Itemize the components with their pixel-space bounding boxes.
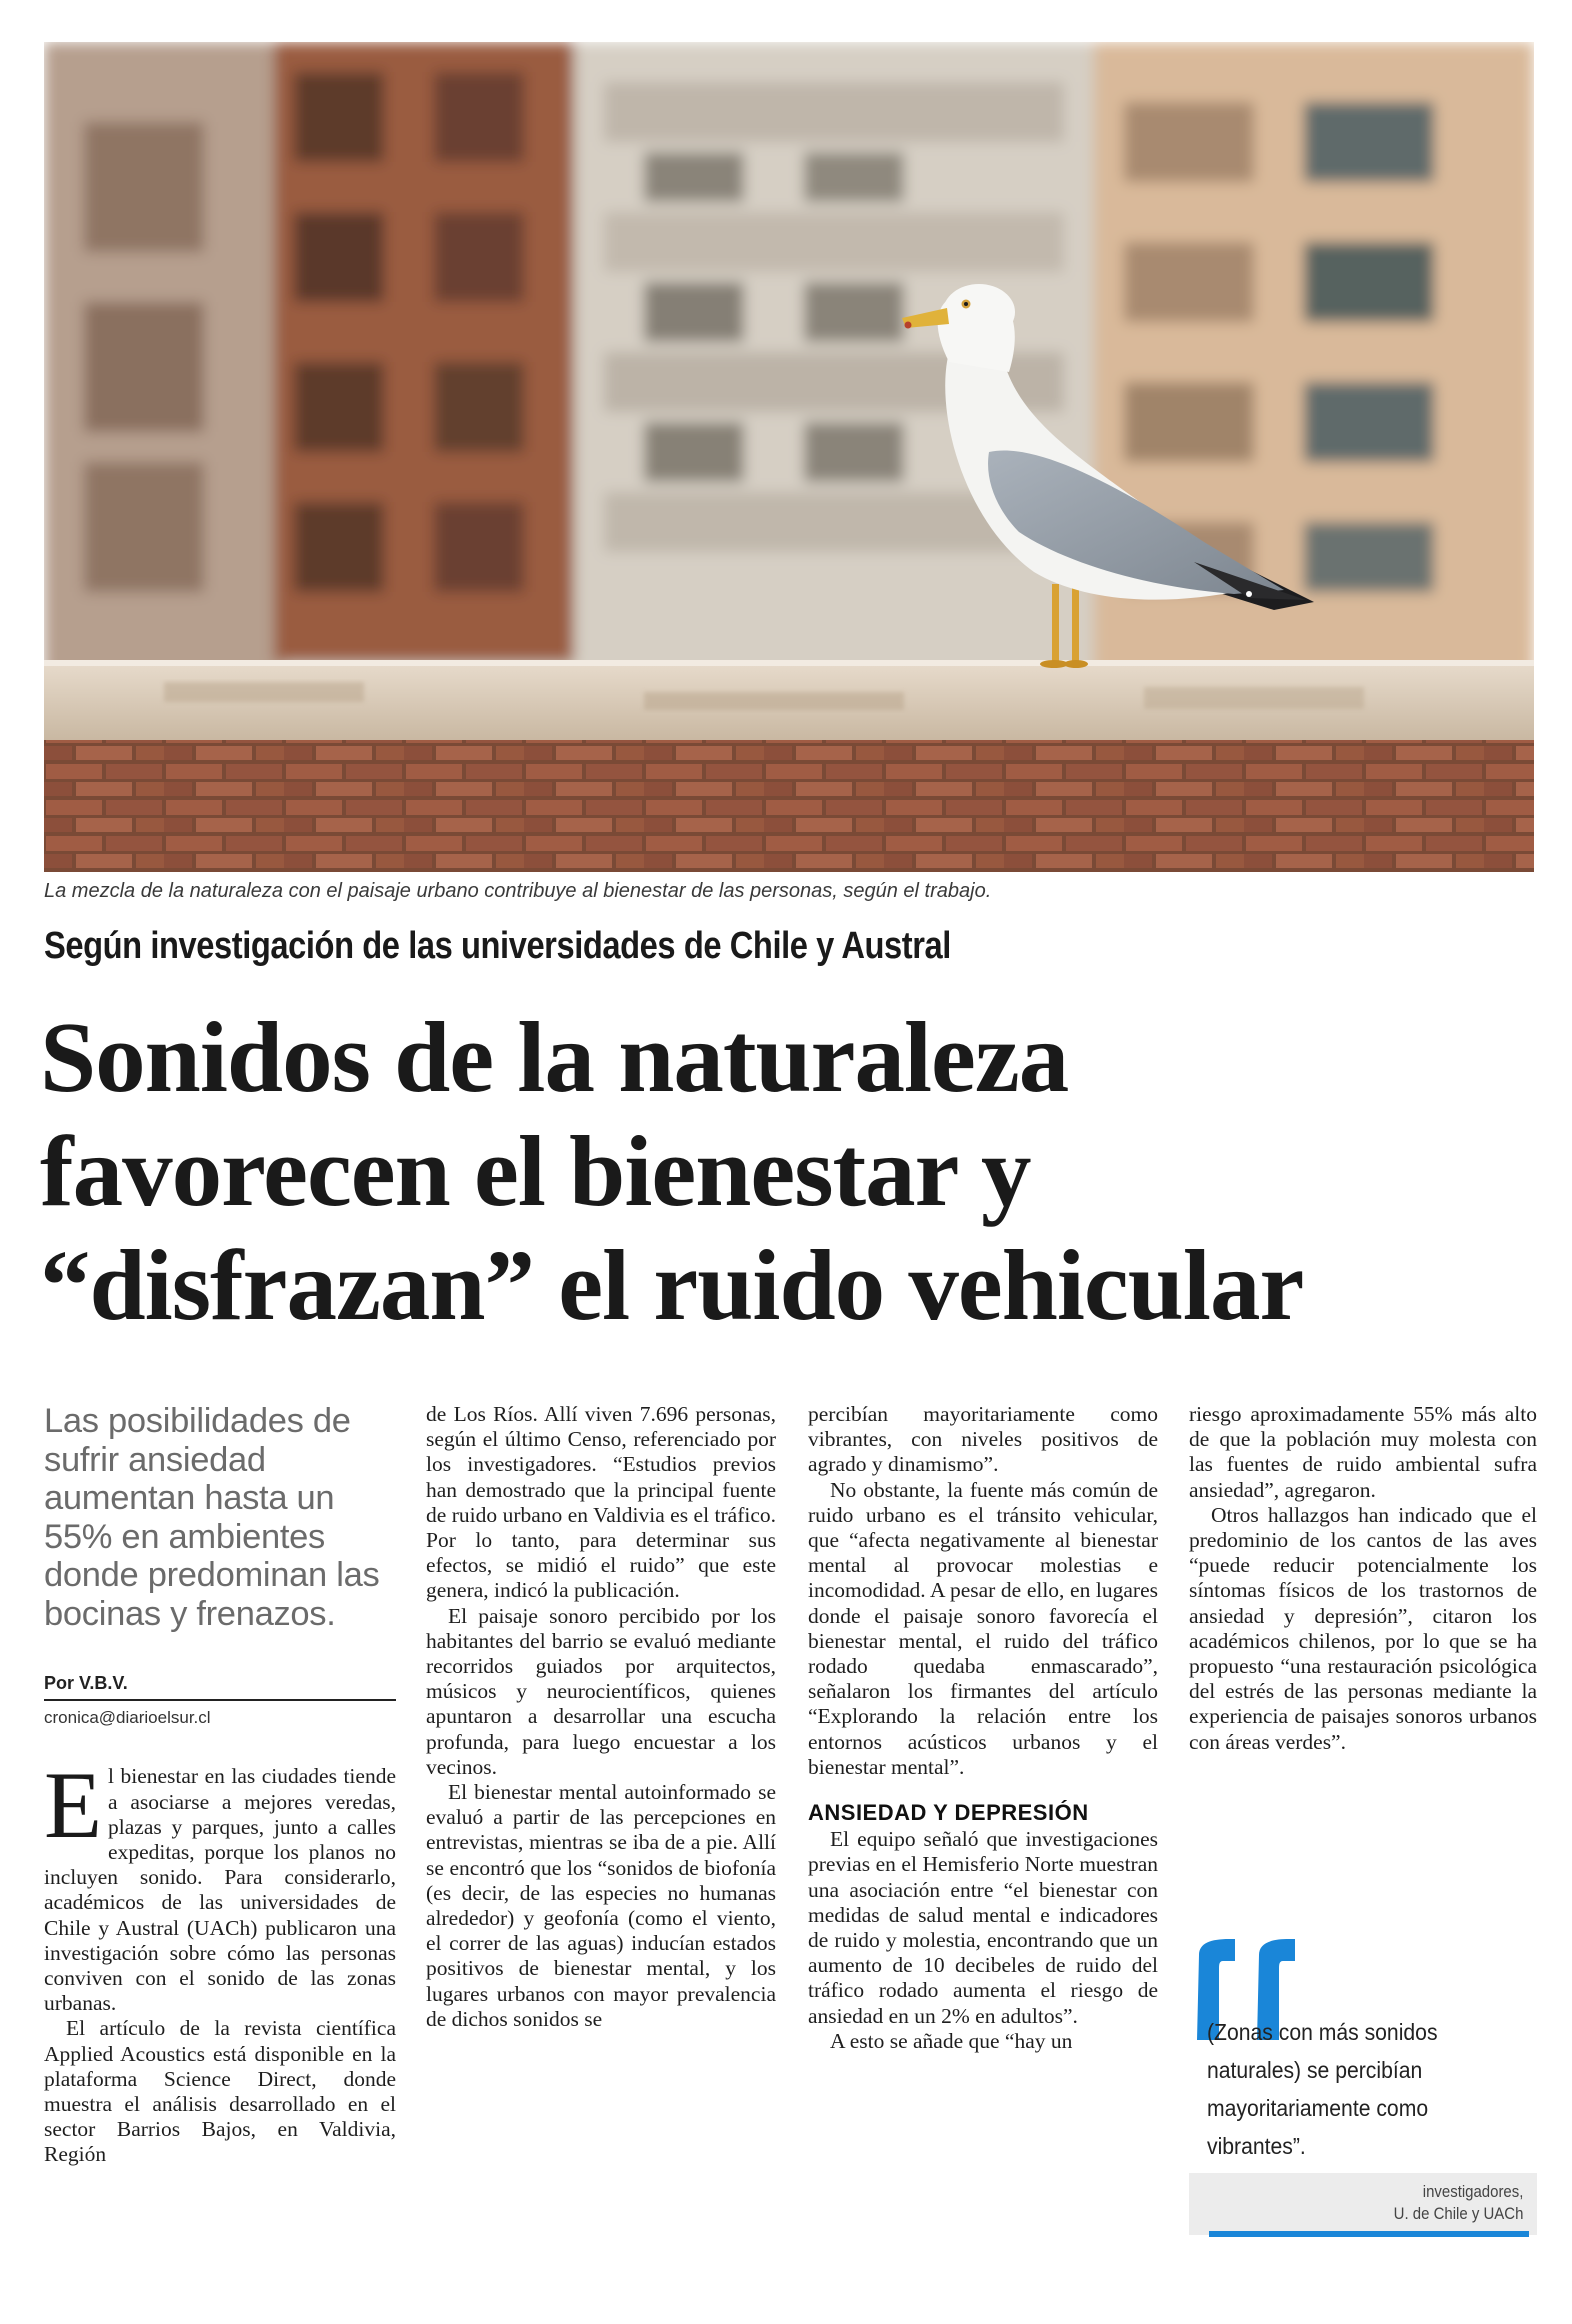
summary-lead: Las posibilidades de sufrir ansiedad aumentan hasta un 55% en ambientes donde predominan las bocinas y frenazos. xyxy=(44,1402,380,1633)
paragraph: No obstante, la fuente más común de ruido urbano es el tránsito vehicular, que “afecta negativamente al bienestar mental al provocar molestias e incomodidad. A pesar de ello, en lugares donde el paisaje sonoro favorecía el bienestar mental, el ruido del tráfico rodado quedaba enmascarado”, señalaron los firmantes del artículo “Explorando la relación entre los entornos acústicos urbanos y el bienestar mental”. xyxy=(808,1477,1158,1779)
paragraph: El artículo de la revista científica Applied Acoustics está disponible en la plataforma Science Direct, donde muestra el análisis desarrollado en el sector Barrios Bajos, en Valdivia, Región xyxy=(44,2016,396,2167)
body-start xyxy=(44,1752,396,2167)
paragraph: riesgo aproximadamente 55% más alto de que la población muy molesta con las fuentes de ruido ambiental sufra ansiedad”, agregaron. xyxy=(1189,1402,1537,1502)
drop-cap: E xyxy=(44,1752,103,1859)
seagull-on-wall-image xyxy=(44,42,1534,872)
headline-line-1: Sonidos de la naturaleza xyxy=(40,1001,1069,1113)
column-3 xyxy=(808,1402,1158,2054)
column-1 xyxy=(44,1402,396,2168)
quote-text: (Zonas con más sonidos naturales) se percibían mayoritariamente como vibrantes”. xyxy=(1207,2019,1438,2159)
headline-line-2: favorecen el bienestar y xyxy=(40,1115,1031,1227)
paragraph: de Los Ríos. Allí viven 7.696 personas, según el último Censo, referenciado por los investigadores. “Estudios previos han demostrado que la principal fuente de ruido urbano en Valdivia es el tráfico. Por lo tanto, para determinar sus efectos, se midió el ruido” que este genera, indicó la publicación. xyxy=(426,1402,776,1603)
headline-line-3: “disfrazan” el ruido vehicular xyxy=(40,1229,1304,1341)
paragraph: A esto se añade que “hay un xyxy=(830,2028,1073,2053)
paragraph: percibían mayoritariamente como vibrantes, con niveles positivos de agrado y dinamismo”. xyxy=(808,1402,1158,1477)
kicker: Según investigación de las universidades de Chile y Austral xyxy=(44,925,951,967)
quote-attribution xyxy=(1393,2181,1523,2225)
paragraph: El paisaje sonoro percibido por los habitantes del barrio se evaluó mediante recorridos guiados por arquitectos, músicos y neurocientíficos, quienes apuntaron a desarrollar una escucha profunda, para luego encuestar a los vecinos. xyxy=(426,1603,776,1779)
article-photo xyxy=(44,42,1534,872)
paragraph: l bienestar en las ciudades tiende a asociarse a mejores veredas, plazas y parques, junto a calles expeditas, porque los planos no incluyen sonido. Para considerarlo, académicos de las universidades de Chile y Austral (UACh) publicaron una investigación sobre cómo las personas conviven con el sonido de las zonas urbanas. xyxy=(44,1764,396,2016)
attribution-accent-line xyxy=(1209,2231,1529,2237)
attribution-line-1: investigadores, xyxy=(1422,2182,1523,2201)
headline xyxy=(40,1000,1540,1342)
paragraph: Otros hallazgos han indicado que el predominio de los cantos de las aves “puede reducir potencialmente los síntomas físicos de los trastornos de ansiedad y depresión”, citaron los académicos chilenos, por lo que se ha propuesto “una restauración psicológica del estrés de las personas mediante la experiencia de paisajes sonoros urbanos con áreas verdes”. xyxy=(1189,1502,1537,1754)
column-2 xyxy=(426,1402,776,2032)
paragraph: El bienestar mental autoinformado se evaluó a partir de las percepciones en entrevistas, mientras se iba de a pie. Allí se encontró que los “sonidos de biofonía (es decir, de las especies no humanas alrededor) y geofonía (como el viento, el correr de las aguas) inducían estados positivos de bienestar mental, y los lugares urbanos con mayor prevalencia de dichos sonidos se xyxy=(426,1780,776,2031)
photo-caption: La mezcla de la naturaleza con el paisaje urbano contribuye al bienestar de las personas, según el trabajo. xyxy=(44,880,992,902)
pull-quote xyxy=(1189,1935,1537,2265)
author-email: cronica@diarioelsur.cl xyxy=(44,1708,211,1728)
byline: Por V.B.V. xyxy=(44,1671,396,1701)
paragraph: El equipo señaló que investigaciones previas en el Hemisferio Norte muestran una asociación entre “el bienestar con medidas de salud mental e indicadores de ruido y molestia, encontrando que un aumento de 10 decibeles de ruido del tráfico rodado aumenta el riesgo de ansiedad en un 2% en adultos”. xyxy=(808,1827,1158,2028)
quote-attribution-box xyxy=(1189,2173,1537,2235)
column-4 xyxy=(1189,1402,1537,1755)
attribution-line-2: U. de Chile y UACh xyxy=(1393,2204,1523,2223)
section-subhead: ANSIEDAD Y DEPRESIÓN xyxy=(808,1800,1089,1826)
